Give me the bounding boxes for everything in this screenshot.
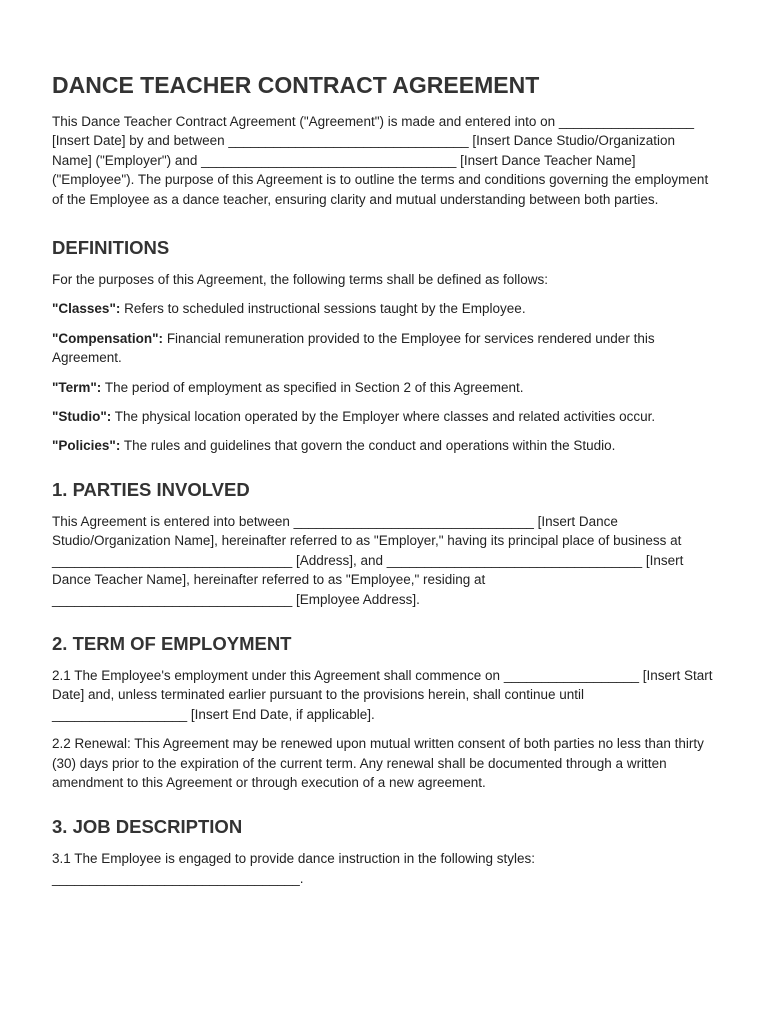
section-1-body: This Agreement is entered into between ________________________________ [Insert Dance Studio/Organization Name], hereinafter referred to as "Employer," having its principal place of business at ________________________________ [Address], and __________________________________ [Insert Dance Teacher Name], hereinafter referred to as "Employee," residing at ________________________________ [Employee Address]. (52, 513, 684, 607)
section-2-1-paragraph: 2.1 The Employee's employment under this Agreement shall commence on __________________ [Insert Start Date] and, unless terminated earlier pursuant to the provisions herein, shall continue until __________________ [Insert End Date, if applicable]. (52, 667, 713, 722)
definition-term: "Studio": (52, 409, 112, 425)
definition-policies (52, 436, 718, 455)
definition-term: "Compensation": (52, 330, 164, 346)
section-2-2-paragraph: 2.2 Renewal: This Agreement may be renewed upon mutual written consent of both parties no less than thirty (30) days prior to the expiration of the current term. Any renewal shall be documented through a written amendment to this Agreement or through execution of a new agreement. (52, 736, 704, 790)
section-3-heading: 3. JOB DESCRIPTION (52, 816, 243, 838)
section-3-1-paragraph: 3.1 The Employee is engaged to provide dance instruction in the following styles: _________________________________. (52, 851, 536, 886)
definition-compensation (52, 329, 718, 368)
definitions-heading: DEFINITIONS (52, 237, 170, 259)
definition-text: Refers to scheduled instructional sessions taught by the Employee. (120, 301, 526, 317)
definitions-lead: For the purposes of this Agreement, the following terms shall be defined as follows: (52, 272, 549, 288)
definition-text: The rules and guidelines that govern the conduct and operations within the Studio. (120, 438, 616, 454)
definition-term: "Term": (52, 379, 102, 395)
section-2-heading: 2. TERM OF EMPLOYMENT (52, 632, 292, 654)
definition-term: "Policies": (52, 438, 121, 454)
definition-text: Financial remuneration provided to the Employee for services rendered under this Agreement. (52, 330, 655, 366)
definition-classes (52, 299, 718, 318)
section-1-heading: 1. PARTIES INVOLVED (52, 478, 250, 500)
definition-studio (52, 407, 718, 426)
definition-term-period (52, 378, 718, 397)
definition-term: "Classes": (52, 301, 121, 317)
intro-paragraph: This Dance Teacher Contract Agreement ("Agreement") is made and entered into on __________________ [Insert Date] by and between ________________________________ [Insert Dance Studio/Organization Name] ("Employer") and __________________________________ [Insert Dance Teacher Name] ("Employee"). The purpose of this Agreement is to outline the terms and conditions governing the employment of the Employee as a dance teacher, ensuring clarity and mutual understanding between both parties. (52, 114, 709, 207)
definition-text: The physical location operated by the Employer where classes and related activities occur. (111, 409, 656, 425)
definition-text: The period of employment as specified in Section 2 of this Agreement. (101, 379, 524, 395)
document-title: DANCE TEACHER CONTRACT AGREEMENT (52, 72, 540, 98)
